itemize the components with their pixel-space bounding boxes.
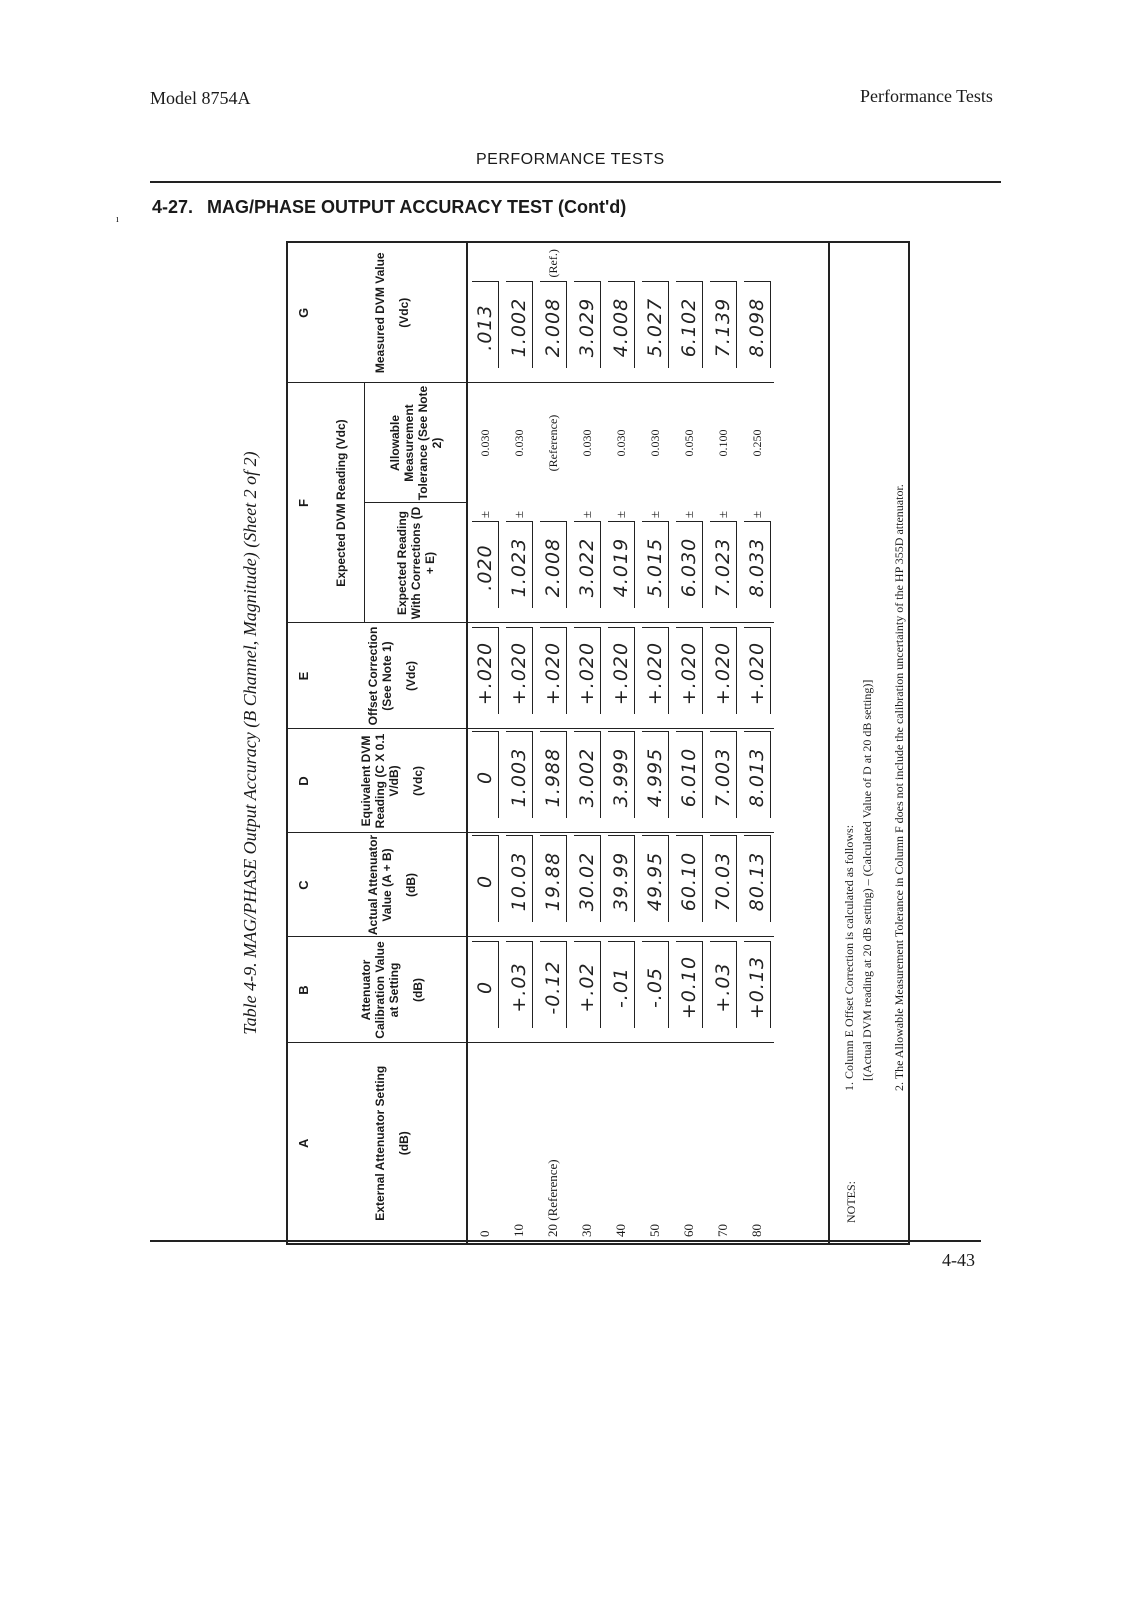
- top-rule: [150, 181, 1001, 183]
- cell-e: +.020: [706, 623, 740, 729]
- cell-c: 30.02: [570, 833, 604, 937]
- cell-e: +.020: [604, 623, 638, 729]
- cell-b: +0.10: [672, 937, 706, 1043]
- cell-f: 7.023 ± 0.100: [706, 383, 740, 623]
- cell-d: 8.013: [740, 729, 774, 833]
- col-letter-e: E: [288, 623, 318, 729]
- cell-a: 60: [672, 1043, 706, 1243]
- cell-a: 30: [570, 1043, 604, 1243]
- cell-g: 8.098: [740, 243, 774, 383]
- header-f2: Allowable Measurement Tolerance (See Note 2): [387, 385, 444, 501]
- table-row: [467, 243, 502, 1243]
- col-letter-g: G: [295, 307, 311, 318]
- cell-c: 19.88: [536, 833, 570, 937]
- cell-d: 1.003: [502, 729, 536, 833]
- cell-a: 80: [740, 1043, 774, 1243]
- cell-c: 10.03: [502, 833, 536, 937]
- table-row: [638, 243, 672, 1243]
- cell-d: 3.999: [604, 729, 638, 833]
- cell-b: -.05: [638, 937, 672, 1043]
- col-letter-f: F: [288, 383, 318, 623]
- cell-a: 70: [706, 1043, 740, 1243]
- col-letter-a: A: [288, 1043, 318, 1243]
- cell-f: 3.022 ± 0.030: [570, 383, 604, 623]
- subsection-text: MAG/PHASE OUTPUT ACCURACY TEST (Cont'd): [207, 197, 627, 217]
- cell-g: 6.102: [672, 243, 706, 383]
- cell-g: .013: [467, 243, 502, 383]
- header-c: Actual Attenuator Value (A + B) (dB): [318, 833, 467, 937]
- cell-e: +.020: [740, 623, 774, 729]
- table-body: [467, 243, 774, 1243]
- cell-a: 50: [638, 1043, 672, 1243]
- note-1-formula: [(Actual DVM reading at 20 dB setting) – (Calculated Value of D at 20 dB setting)]: [860, 679, 874, 1081]
- header-e: Offset Correction (See Note 1) (Vdc): [318, 623, 467, 729]
- cell-f: 4.019 ± 0.030: [604, 383, 638, 623]
- cell-a: 0: [467, 1043, 502, 1243]
- note-2: 2. The Allowable Measurement Tolerance in Column F does not include the calibration uncertainty of the HP 355D attenuator.: [892, 484, 906, 1091]
- table-row: [604, 243, 638, 1243]
- header-f: [318, 383, 467, 623]
- cell-c: 80.13: [740, 833, 774, 937]
- cell-e: +.020: [502, 623, 536, 729]
- col-letter-c: C: [288, 833, 318, 937]
- table-row: [740, 243, 774, 1243]
- cell-b: -.01: [604, 937, 638, 1043]
- cell-d: 6.010: [672, 729, 706, 833]
- cell-a: 10: [502, 1043, 536, 1243]
- cell-d: 1.988: [536, 729, 570, 833]
- cell-f: 5.015 ± 0.030: [638, 383, 672, 623]
- cell-c: 0: [467, 833, 502, 937]
- cell-d: 7.003: [706, 729, 740, 833]
- header-g: Measured DVM Value (Vdc): [373, 252, 411, 374]
- notes-label: NOTES:: [844, 1181, 858, 1223]
- table-row: [502, 243, 536, 1243]
- cell-a: 20 (Reference): [536, 1043, 570, 1243]
- table-row: [536, 243, 570, 1243]
- cell-e: +.020: [672, 623, 706, 729]
- table-grid: [288, 243, 774, 1243]
- cell-c: 39.99: [604, 833, 638, 937]
- cell-b: +.03: [502, 937, 536, 1043]
- cell-c: 49.95: [638, 833, 672, 937]
- table-row: [706, 243, 740, 1243]
- cell-b: -0.12: [536, 937, 570, 1043]
- header-d: Equivalent DVM Reading (C X 0.1 V/dB) (Vdc): [318, 729, 467, 833]
- cell-g: 2.008 (Ref.): [536, 243, 570, 383]
- cell-f: 2.008 (Reference): [536, 383, 570, 623]
- header-f1: Expected Reading With Corrections (D + E): [365, 503, 466, 623]
- cell-e: +.020: [570, 623, 604, 729]
- cell-b: +0.13: [740, 937, 774, 1043]
- cell-d: 3.002: [570, 729, 604, 833]
- table-notes: [828, 243, 914, 1243]
- col-letter-b: B: [288, 937, 318, 1043]
- cell-b: +.03: [706, 937, 740, 1043]
- cell-e: +.020: [638, 623, 672, 729]
- cell-g: 1.002: [502, 243, 536, 383]
- subsection-title: [152, 197, 626, 218]
- cell-g: 7.139: [706, 243, 740, 383]
- cell-e: +.020: [467, 623, 502, 729]
- cell-g: 4.008: [604, 243, 638, 383]
- table-row: [570, 243, 604, 1243]
- cell-f: .020 ± 0.030: [467, 383, 502, 623]
- page-number: 4-43: [942, 1250, 975, 1270]
- cell-b: +.02: [570, 937, 604, 1043]
- subsection-number: 4-27.: [152, 197, 194, 217]
- note-1: 1. Column E Offset Correction is calculated as follows:: [842, 824, 856, 1091]
- data-table: [286, 241, 910, 1245]
- header-b: Attenuator Calibration Value at Setting (dB): [318, 937, 467, 1043]
- cell-f: 1.023 ± 0.030: [502, 383, 536, 623]
- header-a: External Attenuator Setting (dB): [318, 1043, 467, 1243]
- table-caption: Table 4-9. MAG/PHASE Output Accuracy (B Channel, Magnitude) (Sheet 2 of 2): [240, 451, 260, 1035]
- header-f-title: Expected DVM Reading (Vdc): [318, 384, 365, 623]
- cell-d: 0: [467, 729, 502, 833]
- cell-f: 8.033 ± 0.250: [740, 383, 774, 623]
- cell-a: 40: [604, 1043, 638, 1243]
- cell-e: +.020: [536, 623, 570, 729]
- cell-d: 4.995: [638, 729, 672, 833]
- rotated-table-area: [230, 241, 910, 1245]
- bottom-rule: [150, 1240, 981, 1242]
- cell-c: 70.03: [706, 833, 740, 937]
- cell-g: 3.029: [570, 243, 604, 383]
- margin-mark: ı: [116, 214, 119, 225]
- section-title: PERFORMANCE TESTS: [476, 151, 665, 168]
- cell-c: 60.10: [672, 833, 706, 937]
- header-model: Model 8754A: [150, 88, 251, 108]
- header-section: Performance Tests: [860, 86, 993, 106]
- cell-b: 0: [467, 937, 502, 1043]
- cell-g: 5.027: [638, 243, 672, 383]
- cell-f: 6.030 ± 0.050: [672, 383, 706, 623]
- col-letter-d: D: [288, 729, 318, 833]
- table-row: [672, 243, 706, 1243]
